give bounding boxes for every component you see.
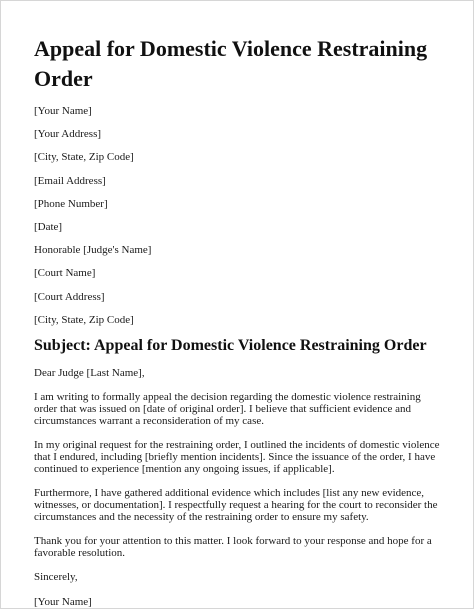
closing: Sincerely,	[34, 571, 78, 584]
body-paragraph-4: Thank you for your attention to this matter. I look forward to your response and hope for a favorable resolution.	[34, 534, 432, 559]
recipient-block	[34, 243, 444, 327]
body-paragraph-1: I am writing to formally appeal the decision regarding the domestic violence restraining order that was issued on [date of original order]. I believe that sufficient evidence and circumstances warrant a reconsideration of my case.	[34, 390, 421, 428]
recipient-judge: Honorable [Judge's Name]	[34, 244, 152, 257]
sender-city-state-zip: [City, State, Zip Code]	[34, 151, 134, 164]
body-paragraph-2: In my original request for the restraining order, I outlined the incidents of domestic violence that I endured, including [briefly mention incidents]. Since the issuance of the order, I have continued to experience [mention any ongoing issues, if applicable].	[34, 438, 440, 476]
sender-email: [Email Address]	[34, 174, 106, 187]
sender-block	[34, 104, 444, 234]
recipient-court-name: [Court Name]	[34, 267, 96, 280]
body-paragraph-3: Furthermore, I have gathered additional evidence which includes [list any new evidence, witnesses, or documentation]. I respectfully request a hearing for the court to reconsider the circumstances and the necessity of the restraining order to ensure my safety.	[34, 486, 438, 524]
sender-address: [Your Address]	[34, 128, 102, 141]
subject-heading: Subject: Appeal for Domestic Violence Restraining Order	[34, 336, 427, 354]
letter-date: [Date]	[34, 220, 63, 233]
document-title: Appeal for Domestic Violence Restraining Order	[34, 36, 428, 91]
recipient-city-state-zip: [City, State, Zip Code]	[34, 313, 134, 326]
sender-phone: [Phone Number]	[34, 197, 108, 210]
sender-name: [Your Name]	[34, 105, 92, 117]
letter-content	[34, 34, 444, 609]
recipient-court-address: [Court Address]	[34, 290, 105, 303]
salutation: Dear Judge [Last Name],	[34, 366, 145, 379]
signature: [Your Name]	[34, 596, 92, 609]
